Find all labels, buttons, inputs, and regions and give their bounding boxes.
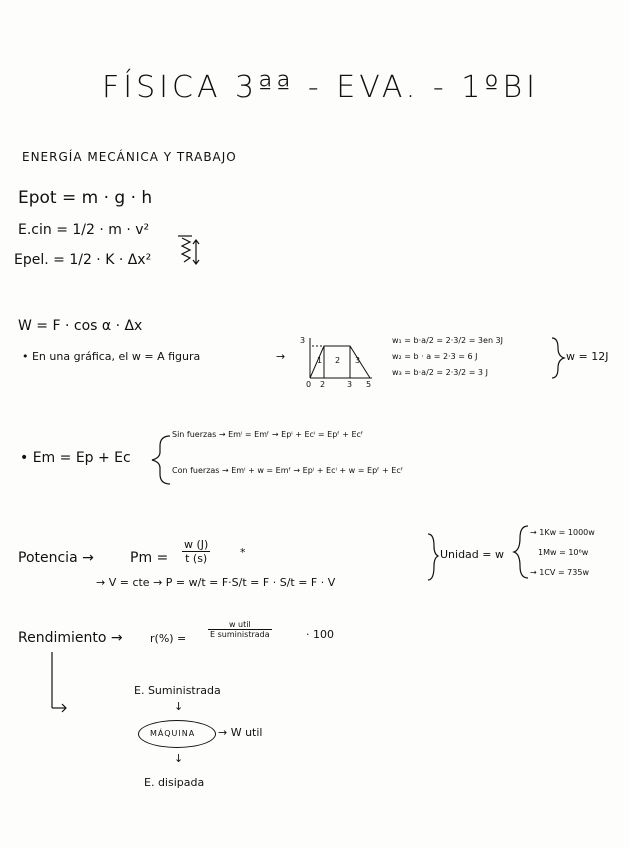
w1-calc: w₁ = b·a/2 = 2·3/2 = 3en 3J <box>392 336 504 345</box>
pm-symbol: Pm = <box>130 550 169 566</box>
efficiency-times: · 100 <box>306 628 334 641</box>
unidad-label: Unidad = w <box>440 548 504 561</box>
work-brace <box>552 338 564 378</box>
unit-mw: 1Mw = 10⁶w <box>538 548 589 557</box>
unit-kw: → 1Kw = 1000w <box>530 528 595 537</box>
epot-formula: Epot = m · g · h <box>18 188 153 208</box>
graph-region-1: 1 <box>317 356 323 365</box>
graph-x-5: 5 <box>366 380 372 389</box>
efficiency-label: Rendimiento → <box>18 630 123 646</box>
mechanical-brace <box>152 436 170 484</box>
w2-calc: w₂ = b · a = 2·3 = 6 J <box>392 352 478 361</box>
power-star: * <box>240 546 246 559</box>
velocity-line: → V = cte → P = w/t = F·S/t = F · S/t = F · V <box>96 576 336 589</box>
efficiency-numerator: w util <box>208 620 272 630</box>
graph-region-2: 2 <box>335 356 341 365</box>
graph-y-label: 3 <box>300 336 306 345</box>
efficiency-r: r(%) = <box>150 632 187 645</box>
spring-icon <box>178 236 199 264</box>
w3-calc: w₃ = b·a/2 = 2·3/2 = 3 J <box>392 368 488 377</box>
sin-fuerzas-line: Sin fuerzas → Emⁱ = Emᶠ → Epⁱ + Ecⁱ = Epᶠ + Ecᶠ <box>172 430 364 439</box>
graph-x-0: 0 <box>306 380 312 389</box>
efficiency-fraction <box>208 620 272 639</box>
pm-numerator: w (J) <box>184 538 209 551</box>
machine-label: MÁQUINA <box>150 729 196 738</box>
epel-formula: Epel. = 1/2 · K · Δx² <box>14 252 152 268</box>
work-formula: W = F · cos α · Δx <box>18 318 143 334</box>
power-label: Potencia → <box>18 550 94 566</box>
efficiency-denominator: E suministrada <box>210 630 270 639</box>
down-arrow-1: ↓ <box>174 700 184 713</box>
w-util: → W util <box>218 726 263 739</box>
graph-text: • En una gráfica, el w = A figura <box>22 350 201 363</box>
con-fuerzas-line: Con fuerzas → Emⁱ + w = Emᶠ → Epⁱ + Ecⁱ + w = Epᶠ + Ecᶠ <box>172 466 404 475</box>
down-arrow-2: ↓ <box>174 752 184 765</box>
graph-x-2: 2 <box>320 380 326 389</box>
pm-denominator: t (s) <box>185 552 208 565</box>
graph-region-3: 3 <box>355 356 361 365</box>
unit-cv: → 1CV = 735w <box>530 568 589 577</box>
graph-arrow: → <box>276 350 286 363</box>
e-disipada: E. disipada <box>144 776 205 789</box>
section-heading: ENERGÍA MECÁNICA Y TRABAJO <box>22 150 237 164</box>
efficiency-arrow <box>52 652 66 712</box>
e-suministrada: E. Suministrada <box>134 684 221 697</box>
ecin-formula: E.cin = 1/2 · m · v² <box>18 222 150 238</box>
pm-fraction <box>182 538 210 565</box>
graph-x-3: 3 <box>347 380 353 389</box>
work-total: w = 12J <box>566 350 609 363</box>
page-title: FÍSICA 3ªª - EVA. - 1ºBI <box>102 70 539 105</box>
em-formula: • Em = Ep + Ec <box>20 450 131 466</box>
